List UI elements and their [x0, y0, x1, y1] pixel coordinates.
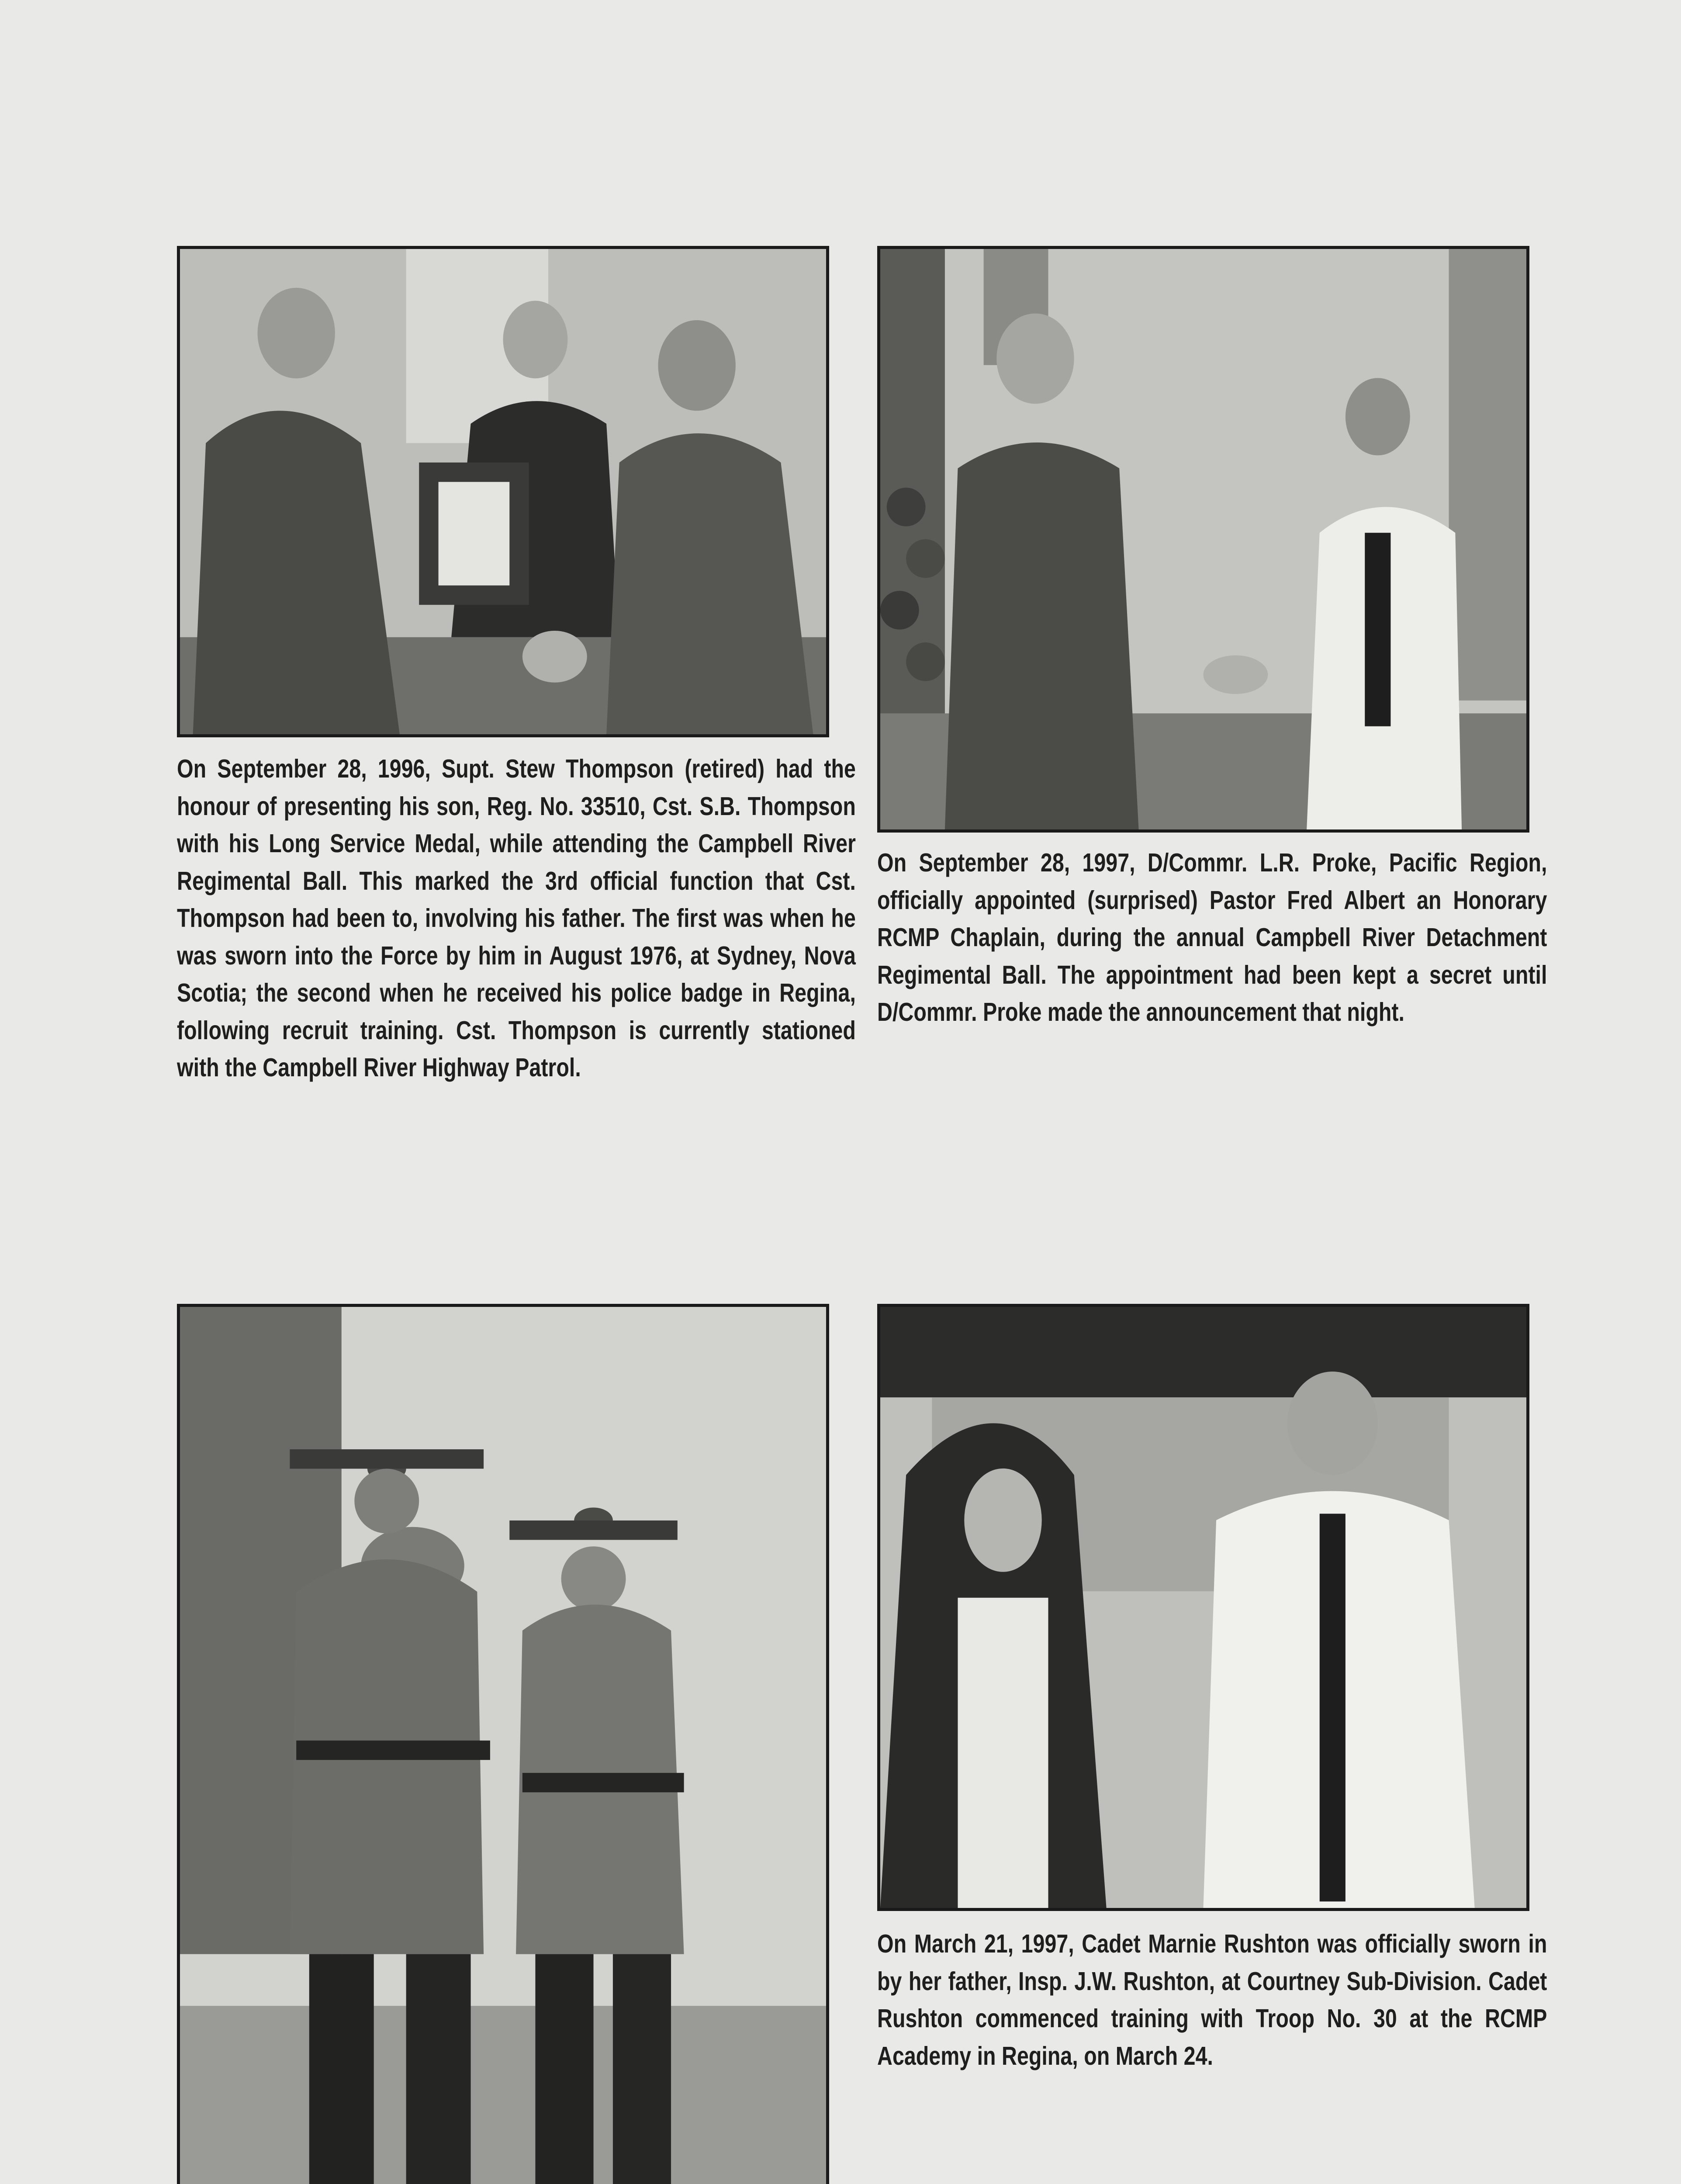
- photo-proke-albert: [877, 246, 1529, 833]
- caption-proke-albert: On September 28, 1997, D/Commr. L.R. Proke, Pacific Region, officially appointed (surprised) Pastor Fred Albert an Honorary RCMP Chaplain, during the annual Campbell River Detachment Regimental Ball. The appointment had been kept a secret until D/Commr. Proke made the announcement that night.: [877, 848, 1547, 1027]
- caption-thompson-medal: On September 28, 1996, Supt. Stew Thompson (retired) had the honour of presenting his son, Reg. No. 33510, Cst. S.B. Thompson with his Long Service Medal, while attending the Campbell River Regimental Ball. This marked the 3rd official function that Cst. Thompson had been to, involving his father. The first was when he was sworn into the Force by him in August 1976, at Sydney, Nova Scotia; the second when he received his police badge in Regina, following recruit training. Cst. Thompson is currently stationed with the Campbell River Highway Patrol.: [177, 754, 856, 1082]
- photo-goodall-badge: [177, 1304, 829, 2184]
- photo-rushton-sworn-in: [877, 1304, 1529, 1911]
- caption-rushton-sworn-in: On March 21, 1997, Cadet Marnie Rushton was officially sworn in by her father, Insp. J.W. Rushton, at Courtney Sub-Division. Cadet Rushton commenced training with Troop No. 30 at the RCMP Academy in Regina, on March 24.: [877, 1929, 1547, 2070]
- photo-thompson-medal: [177, 246, 829, 737]
